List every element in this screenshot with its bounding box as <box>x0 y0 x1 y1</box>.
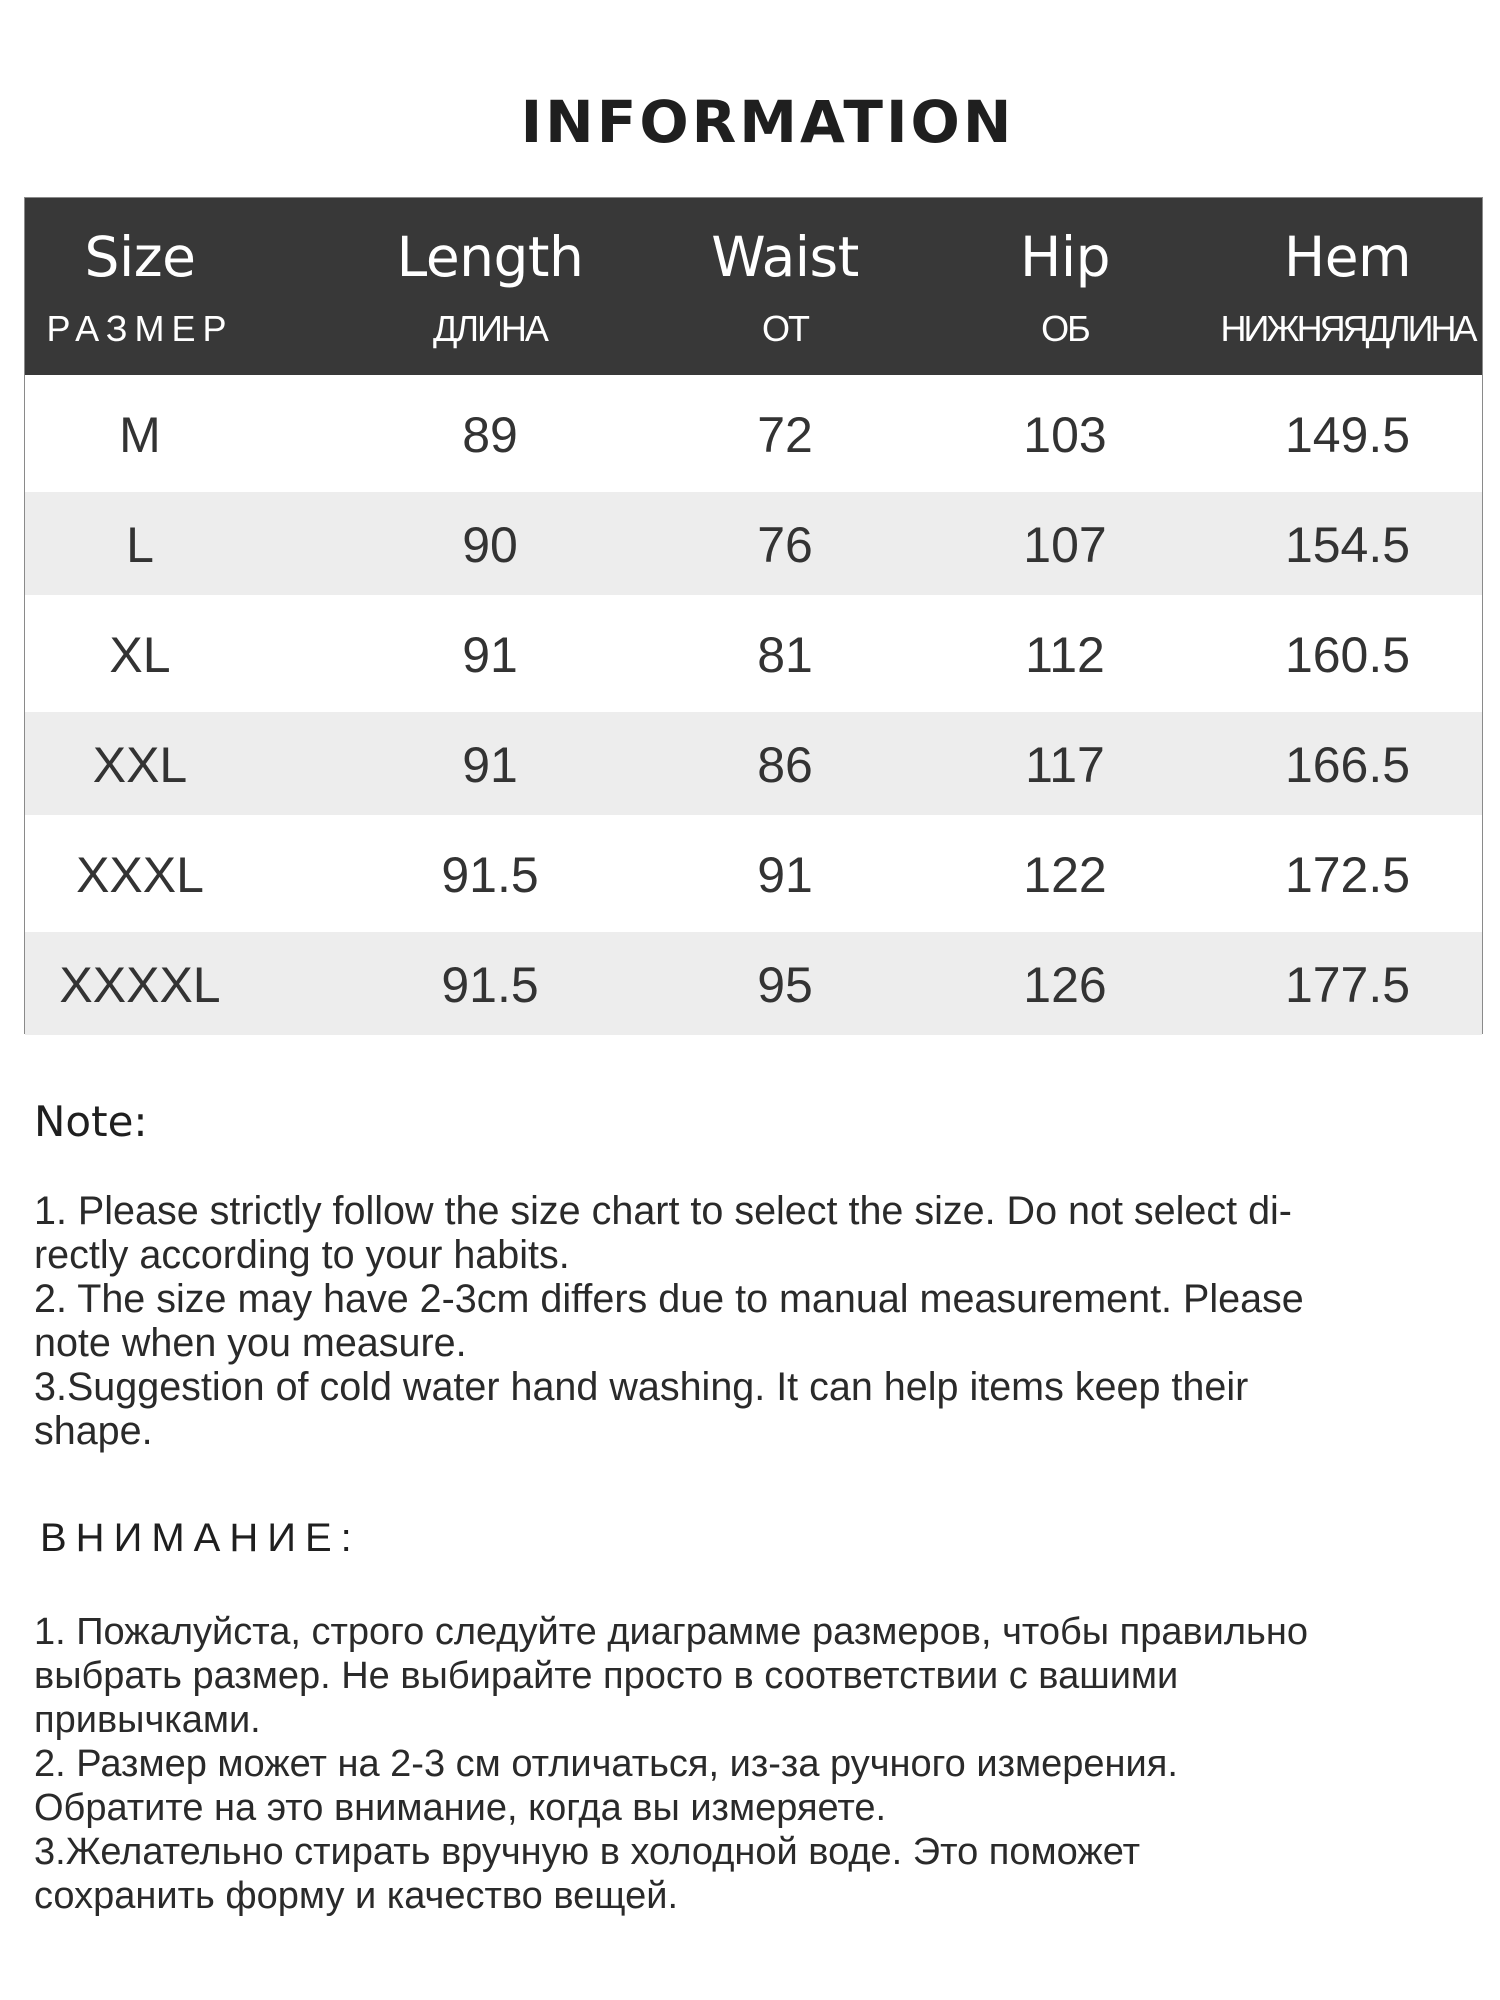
table-row <box>25 375 1482 492</box>
table-row <box>25 932 1482 1035</box>
table-cell-hem: 166.5 <box>1284 736 1411 793</box>
table-cell-size: XL <box>109 626 171 683</box>
table-cell-length: 91 <box>462 736 518 793</box>
table-header <box>25 198 1482 375</box>
column-header-sublabel: ОБ <box>1041 308 1089 349</box>
table-cell-size: XXXXL <box>59 956 221 1013</box>
table-row <box>25 815 1482 932</box>
table-cell-hem: 149.5 <box>1284 406 1411 463</box>
note-line: rectly according to your habits. <box>34 1233 570 1277</box>
table-cell-hem: 154.5 <box>1284 516 1411 573</box>
page-title: INFORMATION <box>520 88 1015 156</box>
note-ru-line: сохранить форму и качество вещей. <box>34 1875 678 1917</box>
note-ru-line: Обратите на это внимание, когда вы измеряете. <box>34 1787 887 1829</box>
table-cell-waist: 76 <box>757 516 813 573</box>
table-cell-size: XXXL <box>76 846 204 903</box>
table-cell-hip: 103 <box>1023 406 1107 463</box>
table-cell-hip: 122 <box>1023 846 1107 903</box>
table-cell-hip: 126 <box>1023 956 1107 1013</box>
table-cell-hip: 117 <box>1025 736 1105 793</box>
note-ru-line: выбрать размер. Не выбирайте просто в соответствии с вашими <box>34 1655 1179 1697</box>
note-ru-line: 1. Пожалуйста, строго следуйте диаграмме размеров, чтобы правильно <box>34 1611 1308 1653</box>
table-cell-hem: 177.5 <box>1284 956 1411 1013</box>
table-cell-length: 91.5 <box>441 956 539 1013</box>
column-header-label: Hem <box>1283 225 1412 289</box>
column-header-label: Waist <box>711 225 859 289</box>
table-cell-hem: 160.5 <box>1284 626 1411 683</box>
table-cell-waist: 95 <box>757 956 813 1013</box>
column-header-sublabel: РАЗМЕР <box>46 308 234 349</box>
note-ru-line: 3.Желательно стирать вручную в холодной воде. Это поможет <box>34 1831 1141 1873</box>
column-header-sublabel: ОТ <box>762 308 808 349</box>
table-cell-length: 91.5 <box>441 846 539 903</box>
table-row <box>25 492 1482 595</box>
note-ru-line: привычками. <box>34 1699 261 1741</box>
table-cell-waist: 72 <box>757 406 813 463</box>
table-cell-size: L <box>126 516 154 573</box>
table-cell-size: XXL <box>92 736 188 793</box>
column-header-label: Length <box>396 225 584 289</box>
column-header-waist <box>645 198 925 375</box>
note-line: 1. Please strictly follow the size chart to select the size. Do not select di- <box>34 1189 1292 1233</box>
note-ru-body <box>34 1610 1474 1918</box>
column-header-hip <box>935 198 1195 375</box>
note-ru-heading: ВНИМАНИЕ: <box>40 1516 361 1560</box>
note-body <box>34 1189 1474 1453</box>
column-header-length <box>340 198 640 375</box>
table-cell-length: 91 <box>462 626 518 683</box>
column-header-label: Size <box>84 225 196 289</box>
table-cell-waist: 86 <box>757 736 813 793</box>
note-heading: Note: <box>34 1097 148 1146</box>
table-row <box>25 595 1482 712</box>
column-header-sublabel: НИЖНЯЯДЛИНА <box>1220 308 1475 349</box>
note-line: 3.Suggestion of cold water hand washing. It can help items keep their <box>34 1365 1249 1409</box>
note-line: shape. <box>34 1409 153 1453</box>
table-cell-length: 90 <box>462 516 518 573</box>
table-cell-size: M <box>119 406 161 463</box>
table-cell-length: 89 <box>462 406 518 463</box>
table-cell-waist: 81 <box>757 626 813 683</box>
table-row <box>25 712 1482 815</box>
table-cell-hip: 112 <box>1025 626 1105 683</box>
note-ru-line: 2. Размер может на 2-3 см отличаться, из-за ручного измерения. <box>34 1743 1178 1785</box>
size-table <box>24 197 1483 1034</box>
column-header-size <box>25 198 255 375</box>
column-header-sublabel: ДЛИНА <box>433 308 547 349</box>
table-cell-hip: 107 <box>1023 516 1107 573</box>
note-line: 2. The size may have 2-3cm differs due to manual measurement. Please <box>34 1277 1304 1321</box>
column-header-label: Hip <box>1019 225 1111 289</box>
note-line: note when you measure. <box>34 1321 467 1365</box>
column-header-hem <box>1210 198 1485 375</box>
table-cell-waist: 91 <box>757 846 813 903</box>
table-cell-hem: 172.5 <box>1284 846 1411 903</box>
